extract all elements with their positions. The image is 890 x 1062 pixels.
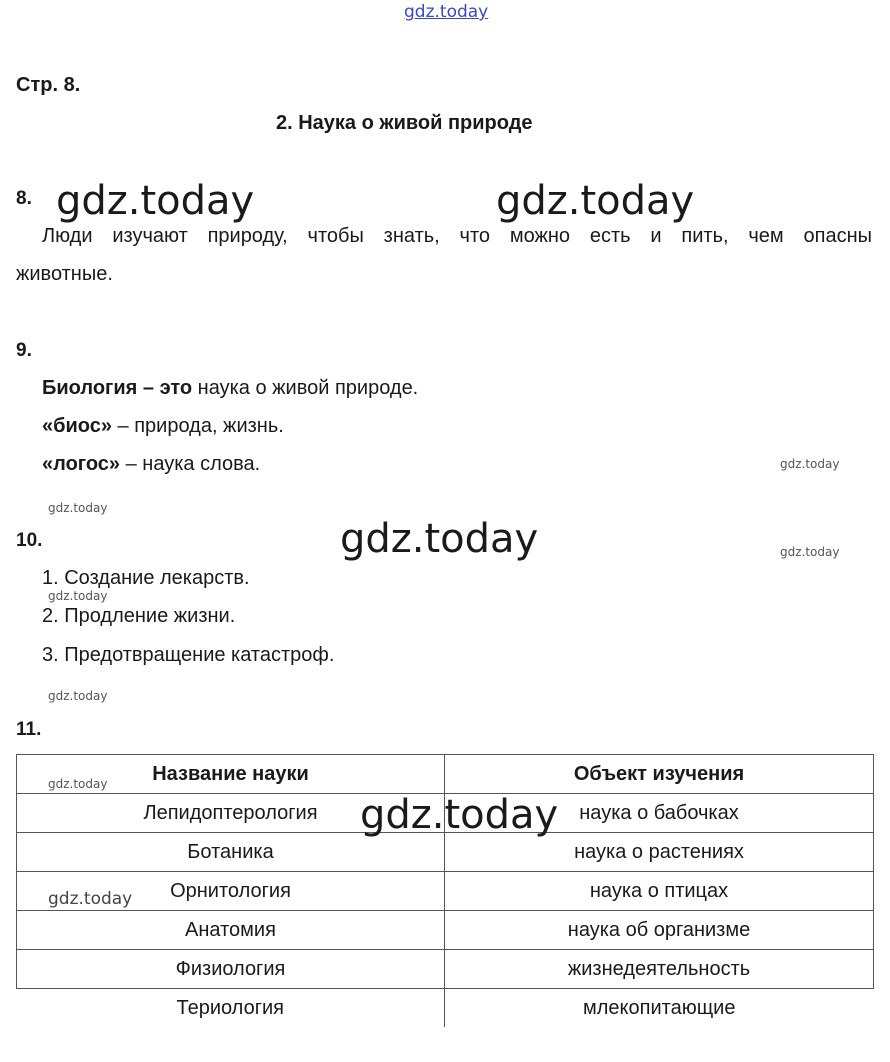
table-row xyxy=(17,950,874,989)
science-object: наука о растениях xyxy=(445,833,874,872)
science-name: Ботаника xyxy=(17,833,445,872)
science-name: Физиология xyxy=(17,950,445,989)
list-item: 1. Создание лекарств. xyxy=(42,567,250,589)
watermark-big: gdz.today xyxy=(496,178,695,224)
question-9-number: 9. xyxy=(16,340,32,361)
science-object: наука о птицах xyxy=(445,872,874,911)
question-8-text-line2: животные. xyxy=(16,263,113,285)
definition-logos: – наука слова. xyxy=(120,453,261,475)
science-name: Анатомия xyxy=(17,911,445,950)
watermark-small: gdz.today xyxy=(48,777,108,791)
watermark-big: gdz.today xyxy=(340,516,539,562)
term-bios: «биос» xyxy=(42,415,112,437)
table-header-row xyxy=(17,755,874,794)
science-object: жизнедеятельность xyxy=(445,950,874,989)
table-header-cell: Название науки xyxy=(17,755,445,794)
question-9-line1 xyxy=(42,377,418,400)
watermark-big: gdz.today xyxy=(360,792,559,838)
term-logos: «логос» xyxy=(42,453,121,475)
watermark-big: gdz.today xyxy=(56,178,255,224)
watermark-small: gdz.today xyxy=(48,589,108,603)
watermark-top[interactable]: gdz.today xyxy=(404,2,489,22)
list-item: 2. Продление жизни. xyxy=(42,605,236,627)
question-11-number: 11. xyxy=(16,719,42,740)
page-label: Стр. 8. xyxy=(16,74,81,96)
watermark-small: gdz.today xyxy=(48,689,108,703)
question-8-text-line1: Люди изучают природу, чтобы знать, что можно есть и пить, чем опасны xyxy=(42,225,872,247)
watermark-small: gdz.today xyxy=(48,501,108,515)
science-object: млекопитающие xyxy=(445,989,874,1028)
science-name: Териология xyxy=(17,989,445,1028)
definition-bios: – природа, жизнь. xyxy=(111,415,284,437)
science-object: наука об организме xyxy=(445,911,874,950)
question-9-line3 xyxy=(42,453,260,476)
table-row xyxy=(17,872,874,911)
watermark-small: gdz.today xyxy=(780,545,840,559)
watermark-small: gdz.today xyxy=(780,457,840,471)
question-9-line2 xyxy=(42,415,284,438)
science-name: Лепидоптерология xyxy=(17,794,445,833)
science-object: наука о бабочках xyxy=(445,794,874,833)
section-title: 2. Наука о живой природе xyxy=(276,112,533,134)
term-biology: Биология – это xyxy=(42,377,193,399)
question-8-number: 8. xyxy=(16,188,32,209)
table-row xyxy=(17,911,874,950)
definition-biology: наука о живой природе. xyxy=(192,377,419,399)
science-name: Орнитология xyxy=(17,872,445,911)
table-header-cell: Объект изучения xyxy=(445,755,874,794)
question-10-number: 10. xyxy=(16,530,43,551)
table-row xyxy=(17,989,874,1028)
list-item: 3. Предотвращение катастроф. xyxy=(42,644,335,666)
watermark-mid: gdz.today xyxy=(48,889,133,909)
table-row xyxy=(17,833,874,872)
